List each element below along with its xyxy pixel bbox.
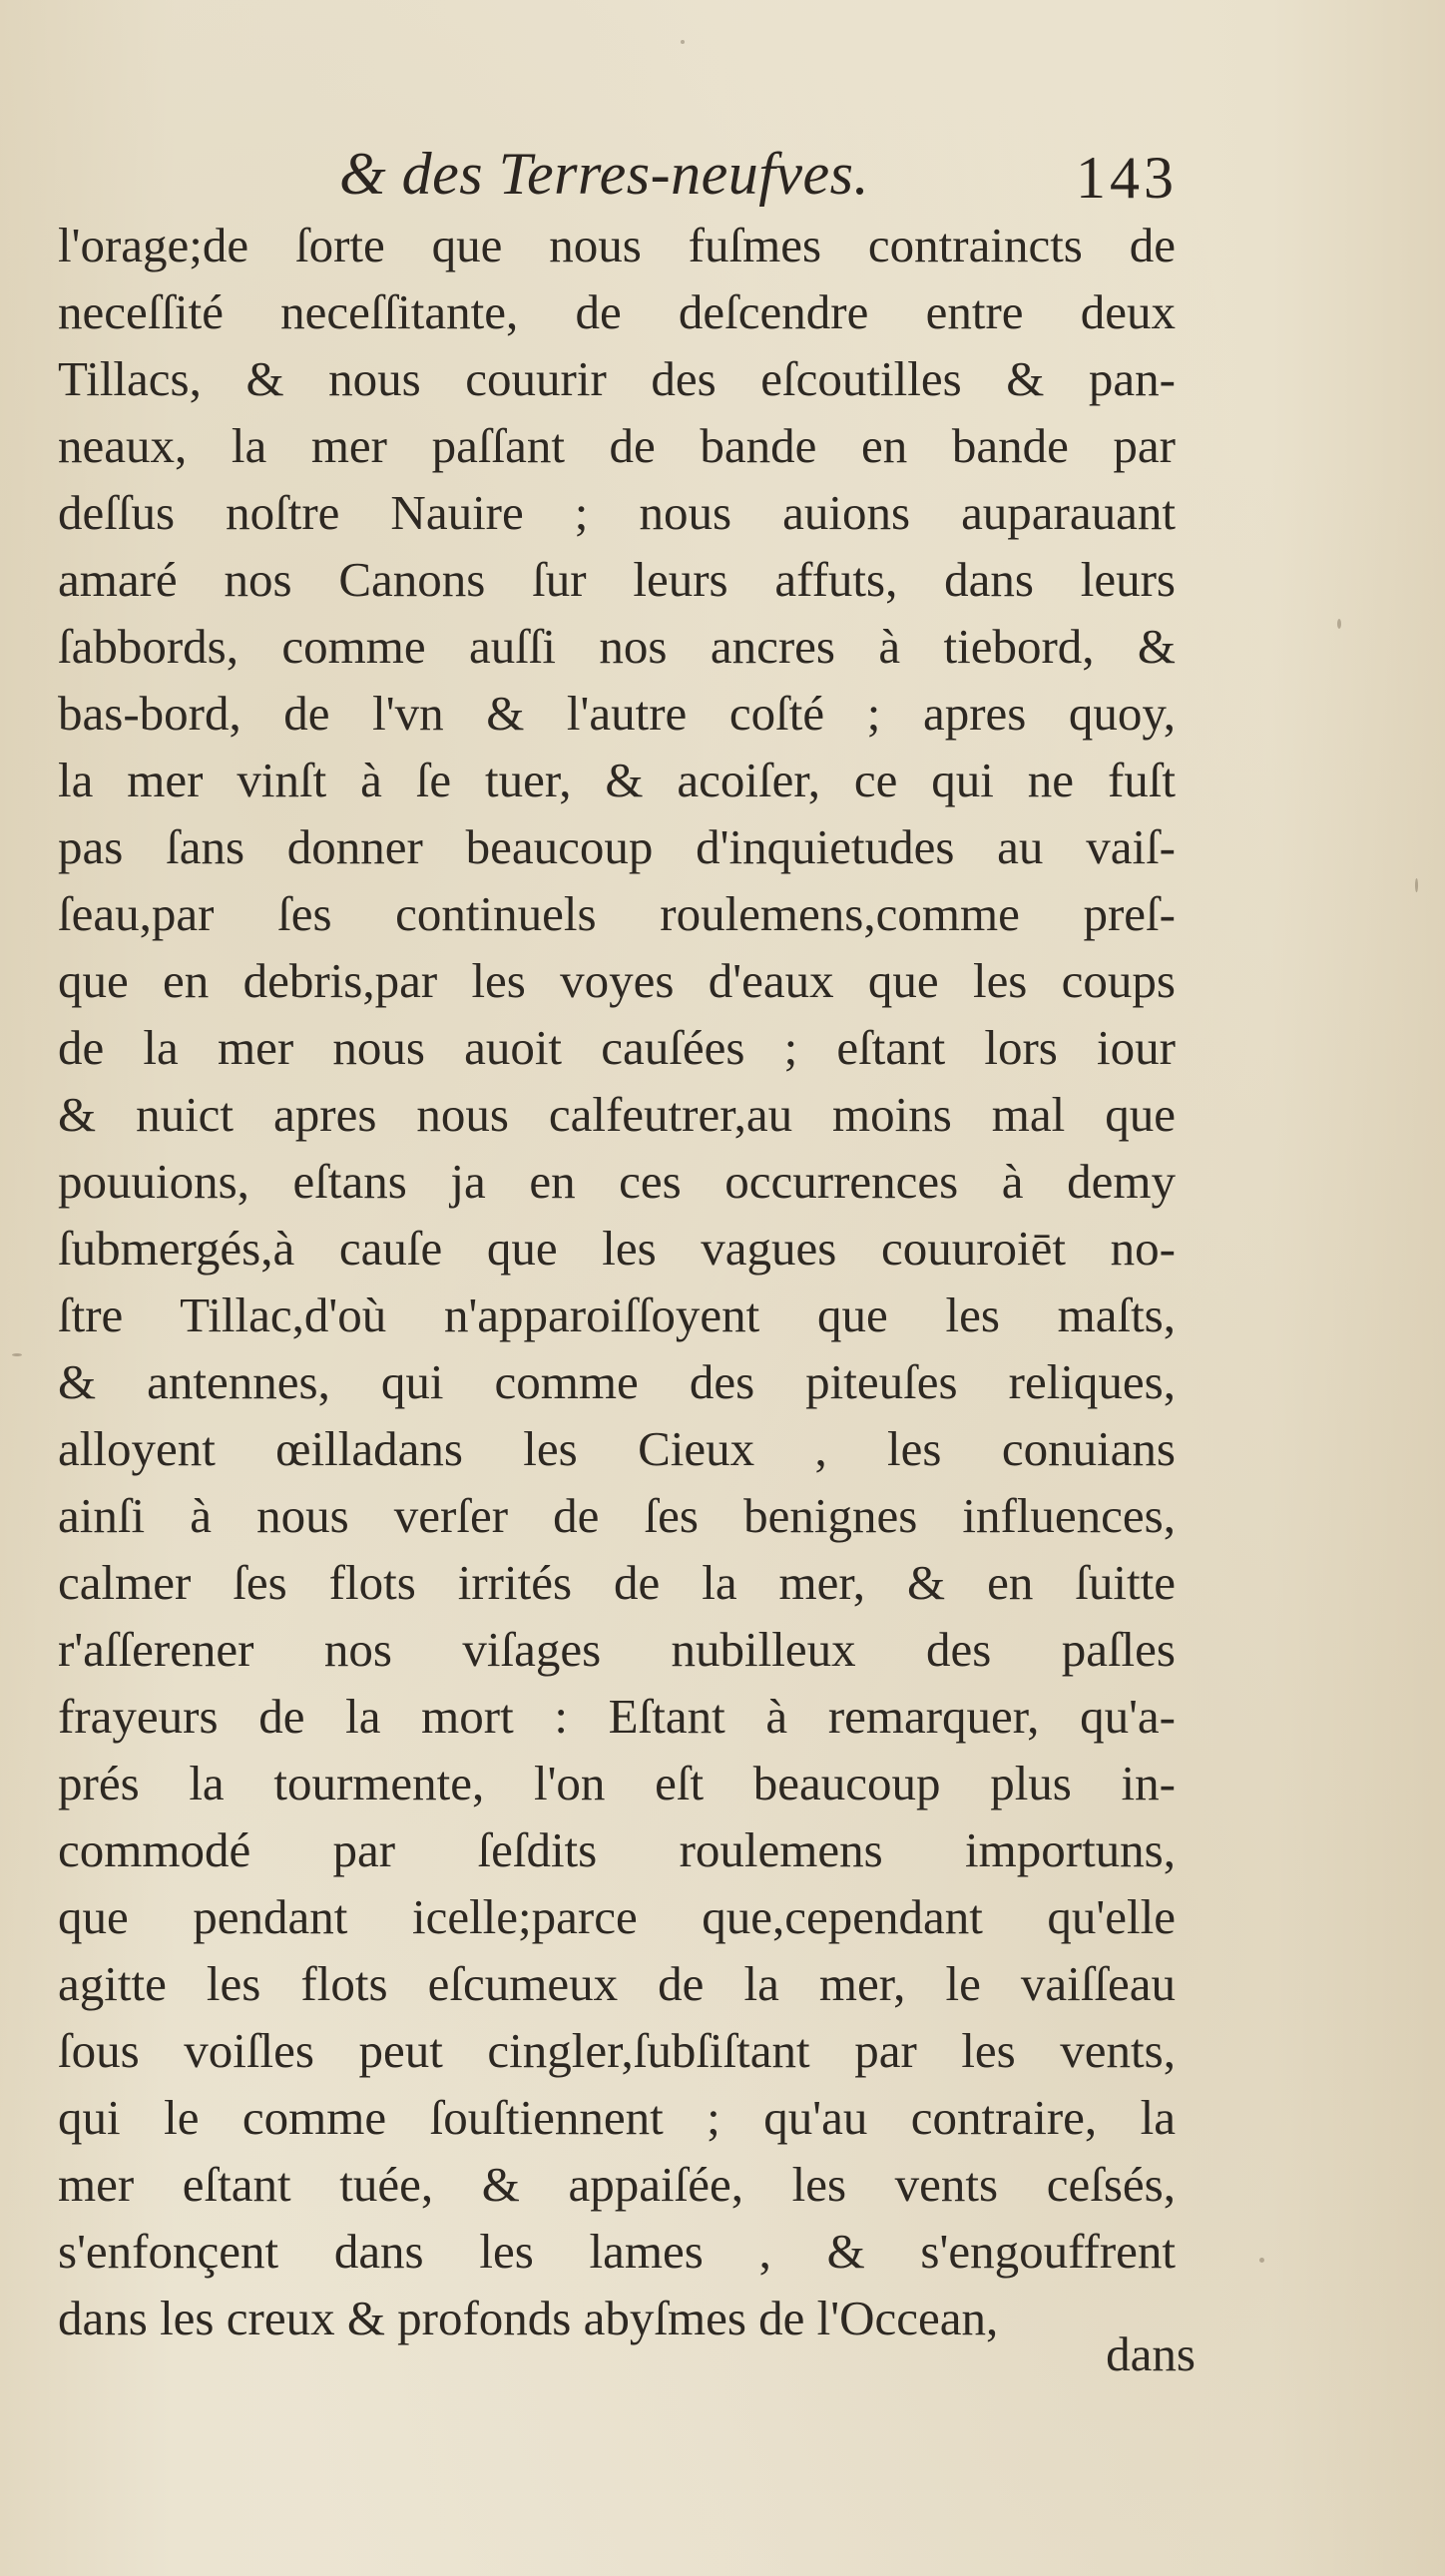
text-line: que en debris,par les voyes d'eaux que les coups bbox=[58, 953, 1176, 1008]
text-line: & antennes, qui comme des piteuſes reliques, bbox=[58, 1354, 1176, 1409]
text-line: & nuict apres nous calfeutrer,au moins mal que bbox=[58, 1087, 1176, 1142]
text-line: ſous voiſles peut cingler,ſubſiſtant par les vents, bbox=[58, 2023, 1176, 2078]
text-line: de la mer nous auoit cauſées ; eſtant lors iour bbox=[58, 1020, 1176, 1075]
text-line: amaré nos Canons ſur leurs affuts, dans leurs bbox=[58, 552, 1176, 607]
text-line: bas-bord, de l'vn & l'autre coſté ; apres quoy, bbox=[58, 686, 1176, 741]
text-line: calmer ſes flots irrités de la mer, & en ſuitte bbox=[58, 1555, 1176, 1610]
text-line: commodé par ſeſdits roulemens importuns, bbox=[58, 1822, 1176, 1877]
paper-speck bbox=[681, 40, 685, 44]
paper-speck bbox=[1415, 878, 1418, 892]
text-line: pas ſans donner beaucoup d'inquietudes au vaiſ- bbox=[58, 819, 1176, 874]
paper-speck bbox=[1259, 2258, 1264, 2263]
text-line: ainſi à nous verſer de ſes benignes influences, bbox=[58, 1488, 1176, 1543]
text-line: neceſſité neceſſitante, de deſcendre entre deux bbox=[58, 284, 1176, 339]
text-line: prés la tourmente, l'on eſt beaucoup plus in- bbox=[58, 1756, 1176, 1810]
text-line: r'aſſerener nos viſages nubilleux des paſles bbox=[58, 1622, 1176, 1677]
text-line: la mer vinſt à ſe tuer, & acoiſer, ce qui ne fuſt bbox=[58, 753, 1176, 807]
text-line: frayeurs de la mort : Eſtant à remarquer, qu'a- bbox=[58, 1689, 1176, 1744]
text-line: pouuions, eſtans ja en ces occurrences à demy bbox=[58, 1154, 1176, 1209]
text-line: ſabbords, comme auſſi nos ancres à tiebord, & bbox=[58, 619, 1176, 674]
text-line: Tillacs, & nous couurir des eſcoutilles & pan- bbox=[58, 351, 1176, 406]
page-header bbox=[319, 140, 1178, 220]
text-line: ſtre Tillac,d'où n'apparoiſſoyent que les maſts, bbox=[58, 1288, 1176, 1342]
body-text bbox=[58, 212, 1176, 2351]
paper-speck bbox=[1337, 619, 1341, 629]
text-line: l'orage;de ſorte que nous fuſmes contraincts de bbox=[58, 218, 1176, 272]
text-line: alloyent œilladans les Cieux , les conuians bbox=[58, 1421, 1176, 1476]
text-line: ſeau,par ſes continuels roulemens,comme preſ- bbox=[58, 886, 1176, 941]
running-title: & des Terres-neufves. bbox=[339, 141, 869, 207]
text-line: s'enfonçent dans les lames , & s'engouffrent bbox=[58, 2224, 1176, 2279]
text-line: agitte les flots eſcumeux de la mer, le vaiſſeau bbox=[58, 1956, 1176, 2011]
text-line: qui le comme ſouſtiennent ; qu'au contraire, la bbox=[58, 2090, 1176, 2145]
text-line: que pendant icelle;parce que,cependant qu'elle bbox=[58, 1889, 1176, 1944]
text-line: mer eſtant tuée, & appaiſée, les vents ceſsés, bbox=[58, 2157, 1176, 2212]
page-number: 143 bbox=[1076, 145, 1178, 211]
text-line: ſubmergés,à cauſe que les vagues couuroiēt no- bbox=[58, 1221, 1176, 1276]
text-line: deſſus noſtre Nauire ; nous auions auparauant bbox=[58, 485, 1176, 540]
catchword: dans bbox=[1106, 2326, 1196, 2381]
paper-speck bbox=[12, 1353, 22, 1356]
text-line: neaux, la mer paſſant de bande en bande par bbox=[58, 418, 1176, 473]
text-line: dans les creux & profonds abyſmes de l'Occean, bbox=[58, 2291, 999, 2345]
